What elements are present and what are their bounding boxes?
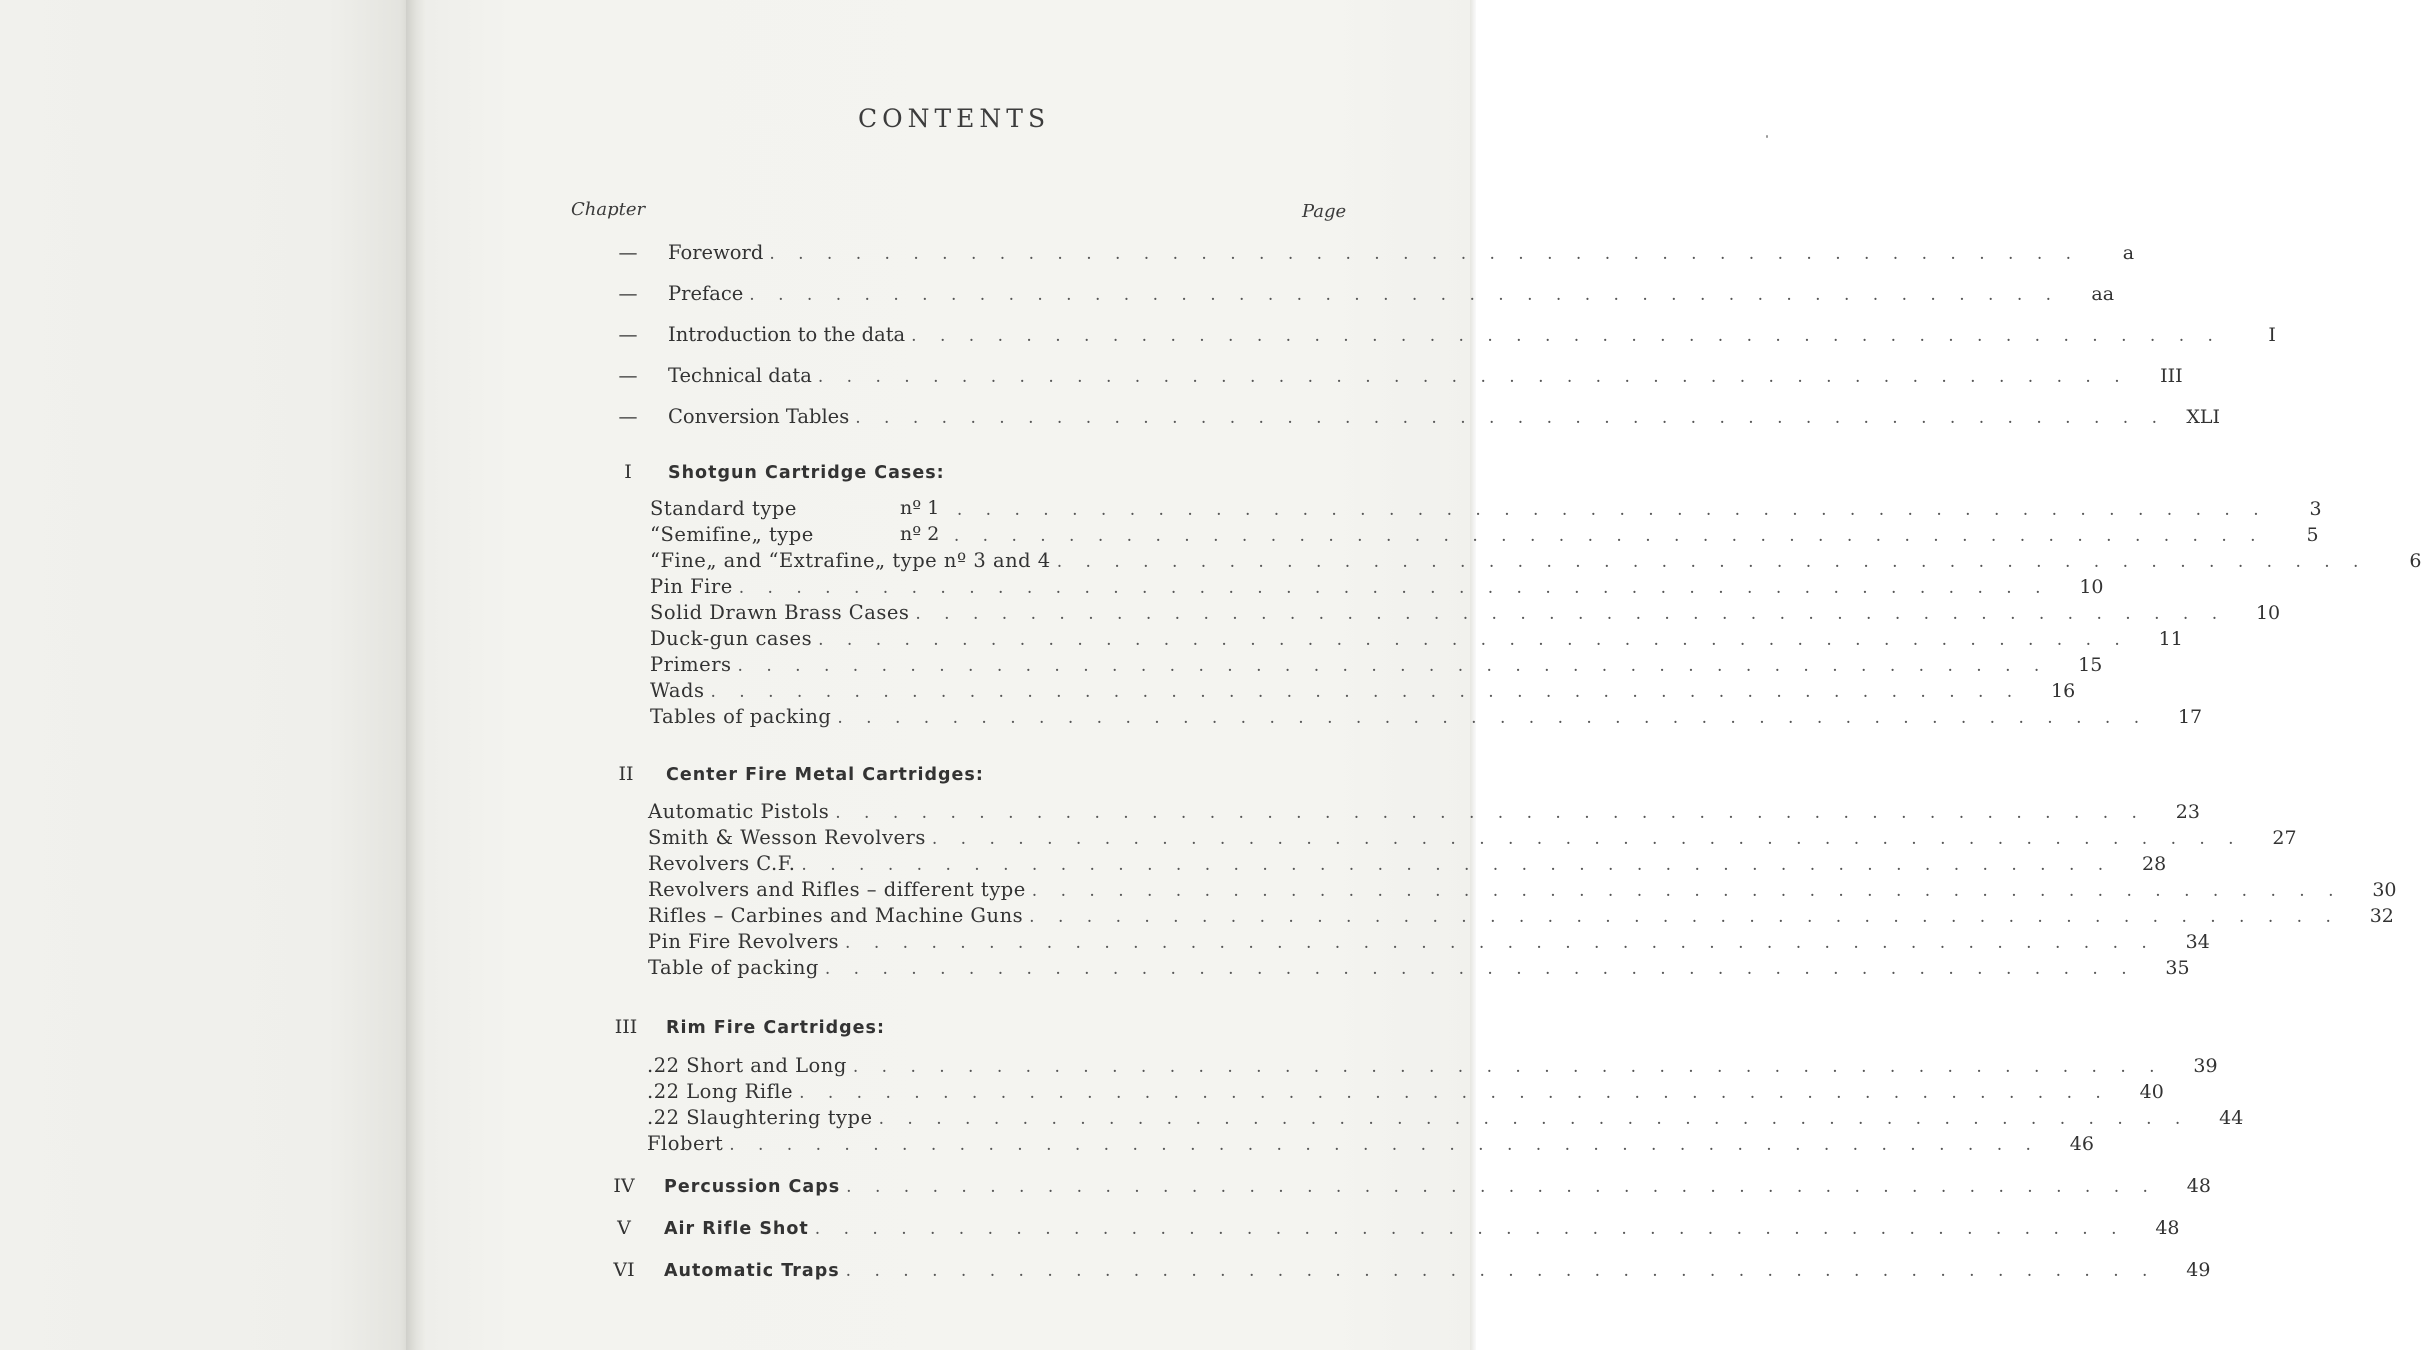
chapter-title: Automatic Traps <box>664 1261 840 1281</box>
row-page: 27 <box>2272 827 2297 849</box>
row-title: Revolvers C.F. <box>648 852 796 875</box>
toc-subrow <box>648 878 2397 902</box>
dot-leader: . . . . . . . . . . . . . . . . . . . . . . . . . . . . . . . . . . . . . . . . . . . . . . <box>769 244 2081 264</box>
row-page: 28 <box>2141 853 2167 875</box>
toc-subrow <box>647 1054 2218 1078</box>
row-title: Foreword <box>668 241 764 264</box>
dot-leader: . . . . . . . . . . . . . . . . . . . . . . . . . . . . . . . . . . . . . . . . . . . . . . <box>799 1083 2110 1103</box>
dot-leader: . . . . . . . . . . . . . . . . . . . . . . . . . . . . . . . . . . . . . . . . . . . . . . <box>846 1177 2157 1197</box>
row-title: Revolvers and Rifles – different type <box>648 878 1026 901</box>
row-title: .22 Long Rifle <box>647 1080 794 1103</box>
row-page: III <box>2160 365 2183 387</box>
toc-subrow <box>647 1080 2164 1104</box>
row-title: Duck-gun cases <box>650 627 813 650</box>
page-title: CONTENTS <box>858 104 1051 133</box>
row-page: 11 <box>2158 628 2183 650</box>
dust-speck <box>1766 135 1768 138</box>
row-page: 30 <box>2372 879 2397 901</box>
row-marker: — <box>618 242 638 264</box>
dot-leader: . . . . . . . . . . . . . . . . . . . . . . . . . . . . . . . . . . . . . . . . . . . . . . <box>852 1057 2164 1077</box>
dot-leader: . . . . . . . . . . . . . . . . . . . . . . . . . . . . . . . . . . . . . . . . . . . . . . <box>817 367 2129 387</box>
row-title: .22 Slaughtering type <box>647 1106 873 1129</box>
row-title: .22 Short and Long <box>647 1054 847 1077</box>
row-page: 39 <box>2193 1055 2218 1077</box>
row-page: 49 <box>2186 1259 2211 1281</box>
toc-subrow <box>650 523 2319 547</box>
toc-subrow <box>650 679 2076 703</box>
chapter-title: Rim Fire Cartridges: <box>666 1018 885 1038</box>
dot-leader: . . . . . . . . . . . . . . . . . . . . . . . . . . . . . . . . . . . . . . . . . . . . . . <box>956 500 2268 520</box>
row-title: Standard type <box>650 497 797 520</box>
row-page: 23 <box>2175 801 2200 823</box>
row-page: 3 <box>2309 498 2322 520</box>
row-page: 48 <box>2186 1175 2211 1197</box>
row-title: Smith & Wesson Revolvers <box>648 826 926 849</box>
row-page: 32 <box>2369 905 2394 927</box>
chapter-heading-iii <box>586 1016 1354 1042</box>
row-page: XLI <box>2186 406 2220 428</box>
row-title: Technical data <box>668 364 812 387</box>
row-title: “Fine„ and “Extrafine„ type nº 3 and 4 <box>650 549 1051 572</box>
toc-subrow <box>650 549 2421 573</box>
chapter-numeral: IV <box>613 1175 635 1197</box>
dot-leader: . . . . . . . . . . . . . . . . . . . . . . . . . . . . . . . . . . . . . . . . . . . . . . <box>1056 552 2368 572</box>
row-page: 17 <box>2177 706 2203 728</box>
row-page: 48 <box>2155 1217 2180 1239</box>
row-title: Rifles – Carbines and Machine Guns <box>648 904 1024 927</box>
chapter-row-vi <box>584 1259 2211 1285</box>
dot-leader: . . . . . . . . . . . . . . . . . . . . . . . . . . . . . . . . . . . . . . . . . . . . . . <box>824 959 2136 979</box>
dot-leader: . . . . . . . . . . . . . . . . . . . . . . . . . . . . . . . . . . . . . . . . . . . . . . <box>845 1261 2157 1281</box>
row-title: Pin Fire Revolvers <box>648 930 840 953</box>
toc-subrow <box>648 826 2297 850</box>
toc-subrow <box>650 705 2203 729</box>
row-title: Tables of packing <box>650 705 832 728</box>
row-title: Table of packing <box>648 956 819 979</box>
row-title: Preface <box>668 282 744 305</box>
toc-subrow <box>650 497 2322 521</box>
dot-leader: . . . . . . . . . . . . . . . . . . . . . . . . . . . . . . . . . . . . . . . . . . . . . . <box>845 933 2156 953</box>
row-title: Wads <box>650 679 705 702</box>
toc-subrow <box>650 601 2281 625</box>
row-title: “Semifine„ type <box>650 523 814 546</box>
dot-leader: . . . . . . . . . . . . . . . . . . . . . . . . . . . . . . . . . . . . . . . . . . . . . . <box>878 1109 2190 1129</box>
row-page: 16 <box>2051 680 2076 702</box>
chapter-numeral: V <box>617 1217 631 1239</box>
row-title: Automatic Pistols <box>648 800 830 823</box>
type-number: nº 1 <box>900 497 940 519</box>
toc-row-conversion-tables <box>588 405 2220 431</box>
page-column-heading: Page <box>1302 201 1347 222</box>
dot-leader: . . . . . . . . . . . . . . . . . . . . . . . . . . . . . . . . . . . . . . . . . . . . . . <box>749 285 2061 305</box>
chapter-numeral: I <box>624 461 632 483</box>
toc-subrow <box>647 1132 2094 1156</box>
row-marker: — <box>618 406 638 428</box>
dot-leader: . . . . . . . . . . . . . . . . . . . . . . . . . . . . . . . . . . . . . . . . . . . . . . <box>835 803 2146 823</box>
chapter-numeral: II <box>618 763 634 785</box>
toc-row-foreword <box>588 241 2135 267</box>
chapter-column-heading: Chapter <box>571 199 646 220</box>
dot-leader: . . . . . . . . . . . . . . . . . . . . . . . . . . . . . . . . . . . . . . . . . . . . . . <box>710 682 2022 702</box>
dot-leader: . . . . . . . . . . . . . . . . . . . . . . . . . . . . . . . . . . . . . . . . . . . . . . <box>737 656 2049 676</box>
row-marker: — <box>618 324 638 346</box>
dot-leader: . . . . . . . . . . . . . . . . . . . . . . . . . . . . . . . . . . . . . . . . . . . . . . <box>729 1135 2040 1155</box>
book-gutter <box>406 0 428 1350</box>
row-page: 15 <box>2078 654 2103 676</box>
chapter-row-v <box>584 1217 2180 1243</box>
dot-leader: . . . . . . . . . . . . . . . . . . . . . . . . . . . . . . . . . . . . . . . . . . . . . . <box>837 708 2149 728</box>
chapter-heading-ii <box>586 763 1354 789</box>
row-page: 35 <box>2165 957 2190 979</box>
row-marker: — <box>618 365 638 387</box>
chapter-numeral: III <box>614 1016 638 1038</box>
chapter-heading-i <box>588 461 1356 487</box>
row-title: Primers <box>650 653 732 676</box>
dot-leader: . . . . . . . . . . . . . . . . . . . . . . . . . . . . . . . . . . . . . . . . . . . . . . <box>738 578 2050 598</box>
dot-leader: . . . . . . . . . . . . . . . . . . . . . . . . . . . . . . . . . . . . . . . . . . . . . . <box>1029 907 2340 927</box>
row-page: 6 <box>2409 550 2421 572</box>
toc-row-preface <box>588 282 2115 308</box>
row-title: Conversion Tables <box>668 405 850 428</box>
row-page: 44 <box>2219 1107 2244 1129</box>
dot-leader: . . . . . . . . . . . . . . . . . . . . . . . . . . . . . . . . . . . . . . . . . . . . . . <box>814 1219 2126 1239</box>
toc-subrow <box>648 800 2200 824</box>
left-page <box>0 0 412 1350</box>
dot-leader: . . . . . . . . . . . . . . . . . . . . . . . . . . . . . . . . . . . . . . . . . . . . . . <box>855 408 2166 428</box>
row-title: Pin Fire <box>650 575 733 598</box>
toc-subrow <box>648 930 2210 954</box>
row-page: I <box>2268 324 2276 346</box>
dot-leader: . . . . . . . . . . . . . . . . . . . . . . . . . . . . . . . . . . . . . . . . . . . . . . <box>931 829 2243 849</box>
toc-subrow <box>647 1106 2244 1130</box>
toc-subrow <box>648 904 2394 928</box>
toc-subrow <box>650 627 2183 651</box>
row-page: 34 <box>2185 931 2210 953</box>
type-number: nº 2 <box>900 523 940 545</box>
row-page: 10 <box>2255 602 2281 624</box>
row-title: Flobert <box>647 1132 724 1155</box>
toc-subrow <box>650 575 2104 599</box>
toc-subrow <box>650 653 2103 677</box>
row-page: 40 <box>2139 1081 2164 1103</box>
chapter-row-iv <box>584 1175 2211 1201</box>
chapter-title: Air Rifle Shot <box>664 1219 809 1239</box>
chapter-title: Percussion Caps <box>664 1177 841 1197</box>
dot-leader: . . . . . . . . . . . . . . . . . . . . . . . . . . . . . . . . . . . . . . . . . . . . . . <box>1031 881 2343 901</box>
dot-leader: . . . . . . . . . . . . . . . . . . . . . . . . . . . . . . . . . . . . . . . . . . . . . . <box>818 630 2129 650</box>
row-page: aa <box>2091 283 2115 305</box>
chapter-numeral: VI <box>613 1259 635 1281</box>
row-page: a <box>2122 242 2135 264</box>
row-marker: — <box>618 283 638 305</box>
chapter-title: Center Fire Metal Cartridges: <box>666 765 984 785</box>
row-page: 10 <box>2079 576 2104 598</box>
row-page: 46 <box>2069 1133 2094 1155</box>
toc-row-technical-data <box>588 364 2183 390</box>
chapter-title: Shotgun Cartridge Cases: <box>668 463 945 483</box>
dot-leader: . . . . . . . . . . . . . . . . . . . . . . . . . . . . . . . . . . . . . . . . . . . . . . <box>911 326 2222 346</box>
row-title: Solid Drawn Brass Cases <box>650 601 910 624</box>
toc-row-introduction <box>588 323 2276 349</box>
row-page: 5 <box>2306 524 2319 546</box>
dot-leader: . . . . . . . . . . . . . . . . . . . . . . . . . . . . . . . . . . . . . . . . . . . . . . <box>953 526 2265 546</box>
dot-leader: . . . . . . . . . . . . . . . . . . . . . . . . . . . . . . . . . . . . . . . . . . . . . . <box>915 604 2227 624</box>
row-title: Introduction to the data <box>668 323 906 346</box>
toc-subrow <box>648 956 2190 980</box>
toc-subrow <box>648 852 2167 876</box>
dot-leader: . . . . . . . . . . . . . . . . . . . . . . . . . . . . . . . . . . . . . . . . . . . . . . <box>801 855 2113 875</box>
